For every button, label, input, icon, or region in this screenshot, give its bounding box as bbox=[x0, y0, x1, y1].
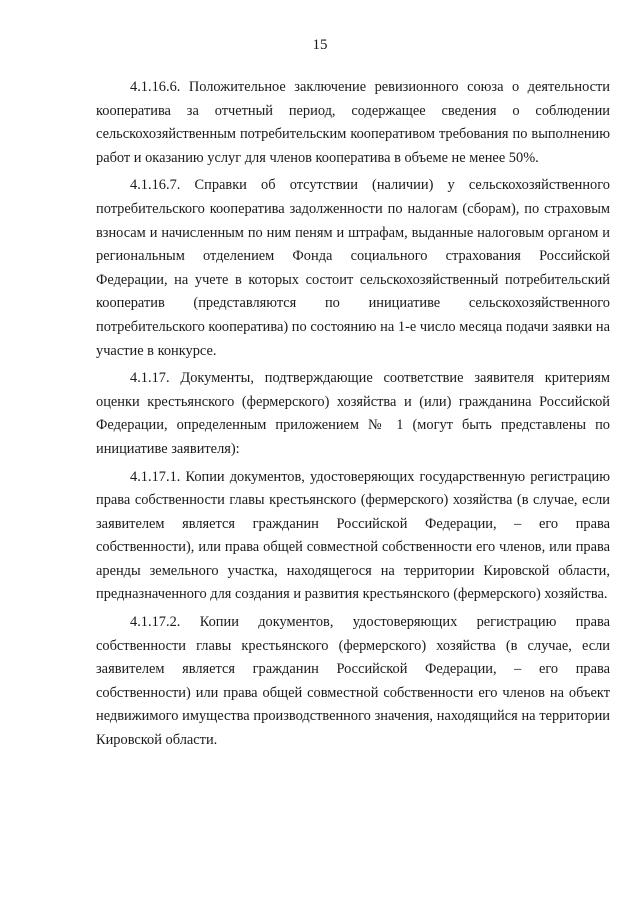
paragraph-4-1-16-6: 4.1.16.6. Положительное заключение ревизионного союза о деятельности кооператива за отчетный период, содержащее сведения о соблюдении сельскохозяйственным потребительским кооперативом требования по выполнению работ и оказанию услуг для членов кооператива в объеме не менее 50%. bbox=[96, 79, 610, 166]
page-number: 15 bbox=[312, 37, 328, 53]
paragraph-4-1-17-2: 4.1.17.2. Копии документов, удостоверяющих регистрацию права собственности главы крестьянского (фермерского) хозяйства (в случае, если заявителем является гражданин Российской Федерации, – его права собственности) или права общей совместной собственности его членов на объект недвижимого имущества производственного значения, находящийся на территории Кировской области. bbox=[96, 614, 610, 749]
paragraph-4-1-16-7: 4.1.16.7. Справки об отсутствии (наличии) у сельскохозяйственного потребительского кооператива задолженности по налогам (сборам), по страховым взносам и начисленным по ним пеням и штрафам, выданные налоговым органом и региональным отделением Фонда социального страхования Российской Федерации, на учете в которых состоит сельскохозяйственный потребительский кооператив (представляются по инициативе сельскохозяйственного потребительского кооператива) по состоянию на 1-е число месяца подачи заявки на участие в конкурсе. bbox=[96, 177, 610, 359]
paragraph-4-1-17-1: 4.1.17.1. Копии документов, удостоверяющих государственную регистрацию права собственности главы крестьянского (фермерского) хозяйства (в случае, если заявителем является гражданин Российской Федерации, – его права собственности), или права общей совместной собственности его членов, или права аренды земельного участка, находящегося на территории Кировской области, предназначенного для создания и развития крестьянского (фермерского) хозяйства. bbox=[96, 468, 610, 603]
document-body bbox=[96, 76, 610, 757]
paragraph-4-1-17: 4.1.17. Документы, подтверждающие соответствие заявителя критериям оценки крестьянского (фермерского) хозяйства и (или) гражданина Российской Федерации, определенным приложением № 1 (могут быть представлены по инициативе заявителя): bbox=[96, 370, 610, 457]
